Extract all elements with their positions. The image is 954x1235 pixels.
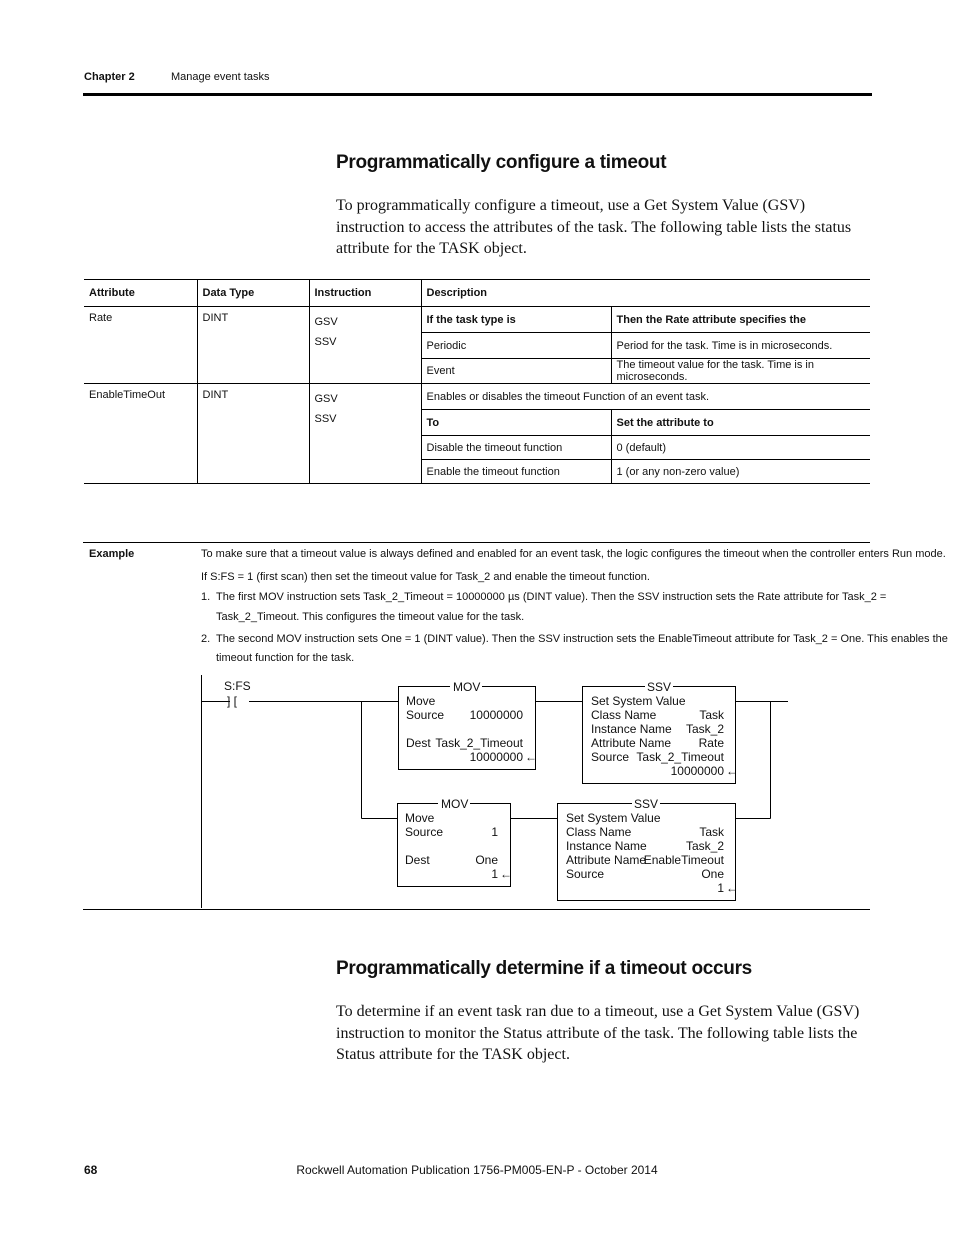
cell: Event	[421, 359, 611, 384]
cell-description: Enables or disables the timeout Function of an event task.	[421, 384, 870, 410]
step-text: timeout function for the task.	[216, 652, 355, 664]
arrow-icon: ←	[726, 881, 738, 895]
mov-title: MOV	[453, 680, 481, 694]
cell-data-type: DINT	[197, 384, 309, 484]
cell-attribute: EnableTimeOut	[84, 384, 197, 484]
chapter-label: Chapter 2	[84, 71, 135, 83]
ssv-value: Task_2_Timeout	[636, 750, 724, 764]
ssv-key: Class Name	[591, 708, 657, 722]
mov-value: 10000000	[469, 708, 523, 722]
instruction-gsv: GSV	[314, 316, 338, 328]
section-heading-configure-timeout: Programmatically configure a timeout	[336, 152, 667, 173]
ssv-title: SSV	[634, 797, 659, 811]
mov-title: MOV	[441, 797, 469, 811]
sub-header: To	[421, 410, 611, 436]
mov-line: Move	[405, 811, 435, 825]
example-intro: To make sure that a timeout value is always defined and enabled for an event task, the logic configures the timeout when the controller enters Run mode.	[201, 548, 946, 560]
mov-value: 1	[491, 867, 498, 881]
sub-header: Set the attribute to	[611, 410, 870, 436]
ssv-key: Attribute Name	[566, 853, 647, 867]
step-text: The second MOV instruction sets One = 1 (DINT value). Then the SSV instruction sets the EnableTimeout attribute for Task_2 = One. This enables the	[216, 633, 948, 645]
ssv-value: Task_2	[685, 722, 724, 736]
step-number: 1.	[201, 591, 211, 603]
mov-value: 1	[491, 825, 498, 839]
instruction-ssv: SSV	[314, 336, 337, 348]
ssv-value: 1	[717, 881, 724, 895]
mov-value: 10000000	[469, 750, 523, 764]
mov-key: Dest	[405, 853, 430, 867]
cell: Periodic	[421, 333, 611, 359]
cell-data-type: DINT	[197, 307, 309, 384]
ssv-title: SSV	[647, 680, 672, 694]
step-text: The first MOV instruction sets Task_2_Timeout = 10000000 µs (DINT value). Then the SSV instruction sets the Rate attribute for Task_2 =	[216, 591, 887, 603]
ssv-key: Attribute Name	[591, 736, 672, 750]
step-text: Task_2_Timeout. This configures the timeout value for the task.	[216, 611, 525, 623]
example-label: Example	[89, 548, 135, 560]
sub-header: If the task type is	[421, 307, 611, 333]
ssv-line: Set System Value	[566, 811, 661, 825]
ssv-value: 10000000	[670, 764, 724, 778]
chapter-title: Manage event tasks	[171, 71, 270, 83]
ssv-value: Task	[699, 708, 724, 722]
cell: 1 (or any non-zero value)	[616, 465, 740, 478]
arrow-icon: ←	[500, 867, 512, 881]
ssv-value: Rate	[698, 736, 724, 750]
ssv-value: Task_2	[685, 839, 724, 853]
contact-tag: S:FS	[224, 679, 251, 693]
mov-key: Source	[406, 708, 445, 722]
instruction-gsv: GSV	[314, 393, 338, 405]
mov-key: Source	[405, 825, 444, 839]
section-paragraph-configure-timeout: To programmatically configure a timeout, use a Get System Value (GSV) instruction to access the attributes of the task. The following table lists the status attribute for the TASK object.	[336, 197, 852, 257]
ssv-key: Instance Name	[566, 839, 647, 853]
ssv-value: EnableTimeout	[643, 853, 724, 867]
ssv-key: Source	[591, 750, 630, 764]
section-paragraph-determine-timeout: To determine if an event task ran due to a timeout, use a Get System Value (GSV) instruction to monitor the Status attribute of the task. The following table lists the Status attribute for the TASK object.	[336, 1003, 860, 1063]
mov-key: Dest	[406, 736, 431, 750]
section-heading-determine-timeout: Programmatically determine if a timeout occurs	[336, 958, 752, 979]
cell: Disable the timeout function	[421, 436, 611, 460]
ssv-value: One	[701, 867, 724, 881]
ssv-line: Set System Value	[591, 694, 686, 708]
arrow-icon: ←	[726, 764, 738, 778]
ssv-key: Class Name	[566, 825, 632, 839]
column-header: Attribute	[84, 280, 197, 307]
ssv-value: Task	[699, 825, 724, 839]
cell: Enable the timeout function	[421, 460, 611, 484]
mov-line: Move	[406, 694, 436, 708]
ssv-key: Source	[566, 867, 605, 881]
mov-value: Task_2_Timeout	[435, 736, 523, 750]
cell: 0 (default)	[611, 436, 870, 460]
step-number: 2.	[201, 633, 211, 645]
page-number: 68	[84, 1163, 98, 1177]
example-condition: If S:FS = 1 (first scan) then set the timeout value for Task_2 and enable the timeout function.	[201, 571, 650, 583]
arrow-icon: ←	[525, 750, 537, 764]
contact-symbol: ] [	[227, 694, 238, 708]
column-header: Description	[426, 287, 488, 299]
cell-attribute: Rate	[84, 307, 197, 384]
instruction-ssv: SSV	[314, 413, 337, 425]
cell: Period for the task. Time is in microseconds.	[611, 333, 870, 359]
ssv-key: Instance Name	[591, 722, 672, 736]
example-bottom-rule	[83, 909, 870, 910]
column-header: Instruction	[309, 280, 421, 307]
mov-value: One	[475, 853, 498, 867]
cell: The timeout value for the task. Time is in microseconds.	[616, 359, 814, 383]
column-header: Data Type	[197, 280, 309, 307]
sub-header: Then the Rate attribute specifies the	[611, 307, 870, 333]
publication-info: Rockwell Automation Publication 1756-PM005-EN-P - October 2014	[296, 1163, 658, 1177]
